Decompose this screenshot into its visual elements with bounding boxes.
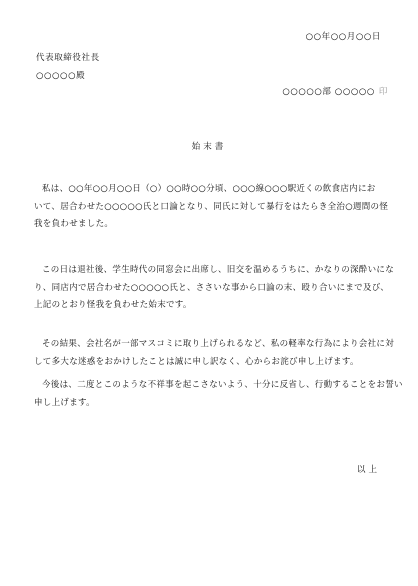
closing-mark: 以上 xyxy=(356,465,380,475)
paragraph-line: して多大な迷惑をおかけしたことは誠に申し訳なく、心からお詫び申し上げます。 xyxy=(34,356,359,367)
paragraph-line: この日は退社後、学生時代の同窓会に出席し、旧交を温めるうちに、かなりの深酔いにな xyxy=(42,265,395,275)
paragraph-line: 今後は、二度とこのような不祥事を起こさないよう、十分に反省し、行動することをお誓い xyxy=(42,380,403,390)
paragraph-line: その結果、会社名が一部マスコミに取り上げられるなど、私の軽率な行為により会社に対 xyxy=(42,339,395,349)
paragraph-incident xyxy=(34,181,389,234)
seal-mark: 印 xyxy=(378,87,388,97)
recipient-name: ○○○○○殿 xyxy=(36,71,86,81)
paragraph-line: り、同店内で居合わせた○○○○○氏と、ささいな事から口論の末、殴り合いにまで及び、 xyxy=(34,282,390,293)
sender-line xyxy=(282,86,388,98)
document-title: 始末書 xyxy=(191,142,227,152)
paragraph-line: いて、居合わせた○○○○○氏と口論となり、同氏に対して暴行をはたらき全治○週間の怪 xyxy=(34,201,389,212)
sender-name: ○○○○○部 ○○○○○ xyxy=(282,87,375,97)
paragraph-pledge xyxy=(34,377,403,412)
paragraph-line: 申し上げます。 xyxy=(34,397,95,408)
paragraph-line: 私は、○○年○○月○○日（○）○○時○○分頃、○○○線○○○駅近くの飲食店内にお xyxy=(42,184,376,194)
paragraph-circumstances xyxy=(34,262,395,315)
paragraph-line: 上記のとおり怪我を負わせた始末です。 xyxy=(34,300,192,310)
paragraph-line: 我を負わせました。 xyxy=(34,219,114,229)
document-date: ○○年○○月○○日 xyxy=(305,32,381,42)
paragraph-apology xyxy=(34,336,395,371)
recipient-title: 代表取締役社長 xyxy=(36,53,100,63)
